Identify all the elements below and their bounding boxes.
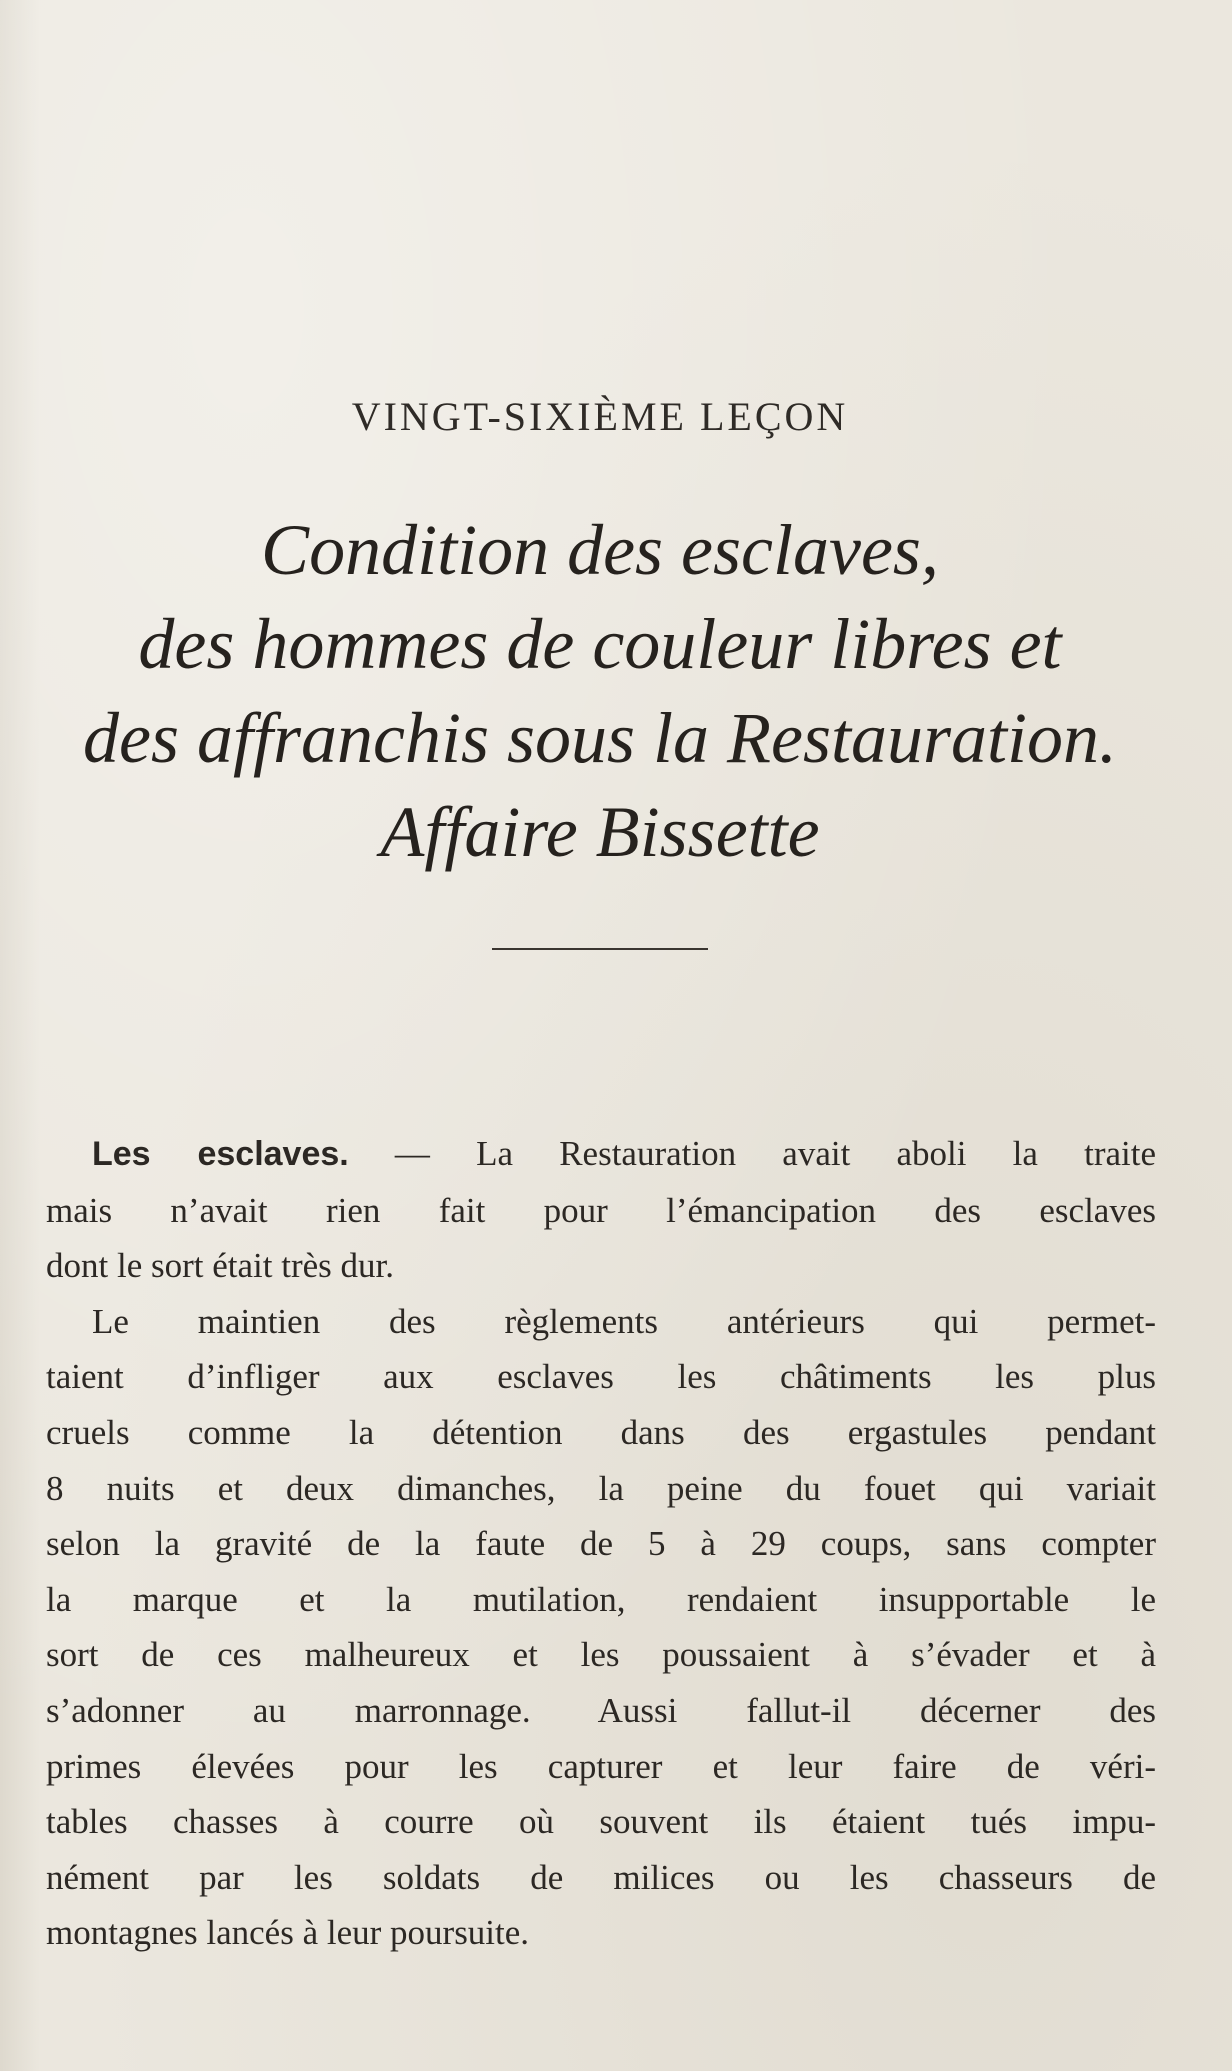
text-line: nément par les soldats de milices ou les chasseurs de: [46, 1857, 1156, 1897]
section-heading-continuation: — La Restauration avait aboli la traite: [348, 1134, 1157, 1173]
text-line: dont le sort était très dur.: [46, 1246, 394, 1286]
paragraph: [46, 1126, 1156, 1294]
text-line: [46, 1126, 1156, 1183]
chapter-title-line: Affaire Bissette: [380, 792, 820, 872]
chapter-title: [30, 503, 1170, 879]
text-line: la marque et la mutilation, rendaient insupportable le: [46, 1579, 1156, 1619]
text-line: 8 nuits et deux dimanches, la peine du fouet qui variait: [46, 1468, 1156, 1508]
body-text: [46, 1126, 1156, 1961]
text-line: sort de ces malheureux et les poussaient à s’évader et à: [46, 1635, 1156, 1675]
paragraph: [46, 1294, 1156, 1961]
text-line: selon la gravité de la faute de 5 à 29 coups, sans compter: [46, 1524, 1156, 1564]
text-line: montagnes lancés à leur poursuite.: [46, 1913, 530, 1953]
text-line: mais n’avait rien fait pour l’émancipation des esclaves: [46, 1190, 1156, 1230]
text-line: s’adonner au marronnage. Aussi fallut-il décerner des: [46, 1690, 1156, 1730]
chapter-title-line: des affranchis sous la Restauration.: [82, 698, 1117, 778]
title-divider: [492, 948, 708, 950]
text-line: tables chasses à courre où souvent ils étaient tués impu-: [46, 1802, 1156, 1842]
text-line: Le maintien des règlements antérieurs qui permet-: [92, 1301, 1156, 1341]
chapter-title-line: Condition des esclaves,: [261, 510, 939, 590]
text-line: primes élevées pour les capturer et leur faire de véri-: [46, 1746, 1156, 1786]
chapter-title-line: des hommes de couleur libres et: [138, 604, 1062, 684]
section-heading: Les esclaves.: [92, 1135, 349, 1173]
lesson-label: VINGT-SIXIÈME LEÇON: [351, 394, 849, 439]
text-line: taient d’infliger aux esclaves les châtiments les plus: [46, 1357, 1156, 1397]
text-line: cruels comme la détention dans des ergastules pendant: [46, 1412, 1156, 1452]
